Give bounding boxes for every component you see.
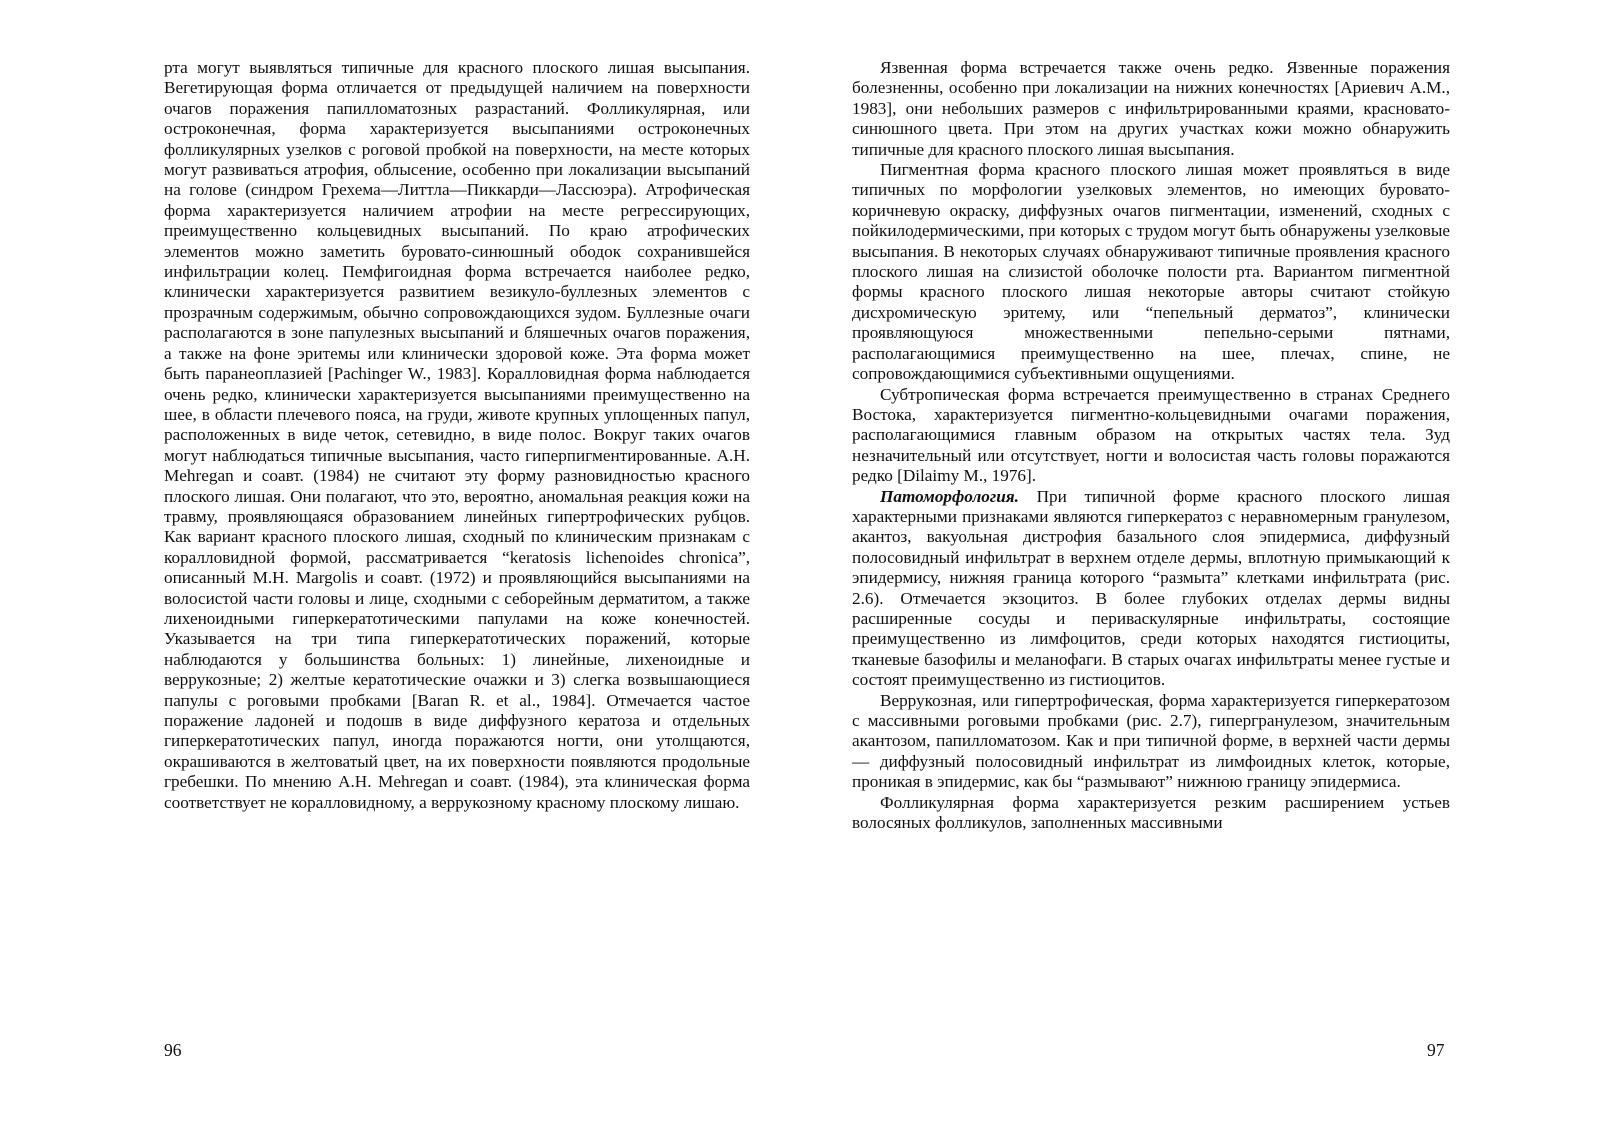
paragraph: Субтропическая форма встречается преимущественно в странах Среднего Востока, характеризуется пигментно-кольцевидными очагами поражения, располагающимися главным образом на открытых частях тела. Зуд незначительный или отсутствует, ногти и волосистая часть головы поражаются редко [Dilaimy M., 1976]. [852, 384, 1450, 486]
page-number: 96 [164, 1040, 182, 1060]
paragraph: Пигментная форма красного плоского лишая может проявляться в виде типичных по морфологии узелковых элементов, но имеющих буровато-коричневую окраску, диффузных очагов пигментации, изменений, сходных с пойкилодермическими, при которых с трудом могут быть обнаружены узелковые высыпания. В некоторых случаях обнаруживают типичные проявления красного плоского лишая на слизистой оболочке полости рта. Вариантом пигментной формы красного плоского лишая некоторые авторы считают стойкую дисхромическую эритему, или “пепельный дерматоз”, клинически проявляющуюся множественными пепельно-серыми пятнами, располагающимися преимущественно на шее, плечах, спине, не сопровождающимися субъективными ощущениями. [852, 160, 1450, 384]
paragraph [852, 487, 1450, 691]
left-text-column [164, 58, 750, 813]
left-page [0, 0, 800, 1132]
section-heading: Патоморфология. [880, 486, 1019, 506]
paragraph-text: При типичной форме красного плоского лишая характерными признаками являются гиперкератоз с неравномерным гранулезом, акантоз, вакуольная дистрофия базального слоя эпидермиса, диффузный полосовидный инфильтрат в верхнем отделе дермы, вплотную примыкающий к эпидермису, нижняя граница которого “размыта” клетками инфильтрата (рис. 2.6). Отмечается экзоцитоз. В более глубоких отделах дермы видны расширенные сосуды и периваскулярные инфильтраты, состоящие преимущественно из лимфоцитов, среди которых находятся гистиоциты, тканевые базофилы и меланофаги. В старых очагах инфильтраты менее густые и состоят преимущественно из гистиоцитов. [852, 486, 1451, 690]
paragraph: Язвенная форма встречается также очень редко. Язвенные поражения болезненны, особенно при локализации на нижних конечностях [Ариевич А.М., 1983], они небольших размеров с инфильтрированными краями, красновато-синюшного цвета. При этом на других участках кожи можно обнаружить типичные для красного плоского лишая высыпания. [852, 58, 1450, 159]
page-number: 97 [1427, 1040, 1445, 1060]
right-page [800, 0, 1601, 1132]
paragraph: Фолликулярная форма характеризуется резким расширением устьев волосяных фолликулов, заполненных массивными [852, 792, 1450, 833]
paragraph: рта могут выявляться типичные для красного плоского лишая высыпания. Вегетирующая форма отличается от предыдущей наличием на поверхности очагов поражения папилломатозных разрастаний. Фолликулярная, или остроконечная, форма характеризуется высыпаниями остроконечных фолликулярных узелков с роговой пробкой на поверхности, на месте которых могут развиваться атрофия, облысение, особенно при локализации высыпаний на голове (синдром Грехема—Литтла—Пиккарди—Лассюэра). Атрофическая форма характеризуется наличием атрофии на месте регрессирующих, преимущественно кольцевидных высыпаний. По краю атрофических элементов можно заметить буровато-синюшный ободок сохранившейся инфильтрации колец. Пемфигоидная форма встречается наиболее редко, клинически характеризуется развитием везикуло-буллезных элементов с прозрачным содержимым, обычно сопровождающихся зудом. Буллезные очаги располагаются в зоне папулезных высыпаний и бляшечных очагов поражения, а также на фоне эритемы или клинически здоровой коже. Эта форма может быть паранеоплазией [Pachinger W., 1983]. Коралловидная форма наблюдается очень редко, клинически характеризуется высыпаниями преимущественно на шее, в области плечевого пояса, на груди, животе крупных уплощенных папул, расположенных в виде четок, сетевидно, в виде полос. Вокруг таких очагов могут наблюдаться типичные высыпания, часто гиперпигментированные. A.H. Mehregan и соавт. (1984) не считают эту форму разновидностью красного плоского лишая. Они полагают, что это, вероятно, аномальная реакция кожи на травму, проявляющаяся образованием линейных гипертрофических рубцов. Как вариант красного плоского лишая, сходный по клиническим признакам с коралловидной формой, рассматривается “keratosis lichenoides chronica”, описанный M.H. Margolis и соавт. (1972) и проявляющийся высыпаниями на волосистой части головы и лице, сходными с себорейным дерматитом, а также лихеноидными гиперкератотическими папулами на коже конечностей. Указывается на три типа гиперкератотических поражений, которые наблюдаются у большинства больных: 1) линейные, лихеноидные и веррукозные; 2) желтые кератотические очажки и 3) слегка возвышающиеся папулы с роговыми пробками [Baran R. et al., 1984]. Отмечается частое поражение ладоней и подошв в виде диффузного кератоза и отдельных гиперкератотических папул, иногда поражаются ногти, они утолщаются, окрашиваются в желтоватый цвет, на их поверхности появляются продольные гребешки. По мнению A.H. Mehregan и соавт. (1984), эта клиническая форма соответствует не коралловидному, а веррукозному красному плоскому лишаю. [164, 58, 750, 812]
paragraph: Веррукозная, или гипертрофическая, форма характеризуется гиперкератозом с массивными роговыми пробками (рис. 2.7), гипергранулезом, значительным акантозом, папилломатозом. Как и при типичной форме, в верхней части дермы — диффузный полосовидный инфильтрат из лимфоидных клеток, которые, проникая в эпидермис, как бы “размывают” нижнюю границу эпидермиса. [852, 690, 1450, 792]
right-text-column [852, 58, 1450, 833]
